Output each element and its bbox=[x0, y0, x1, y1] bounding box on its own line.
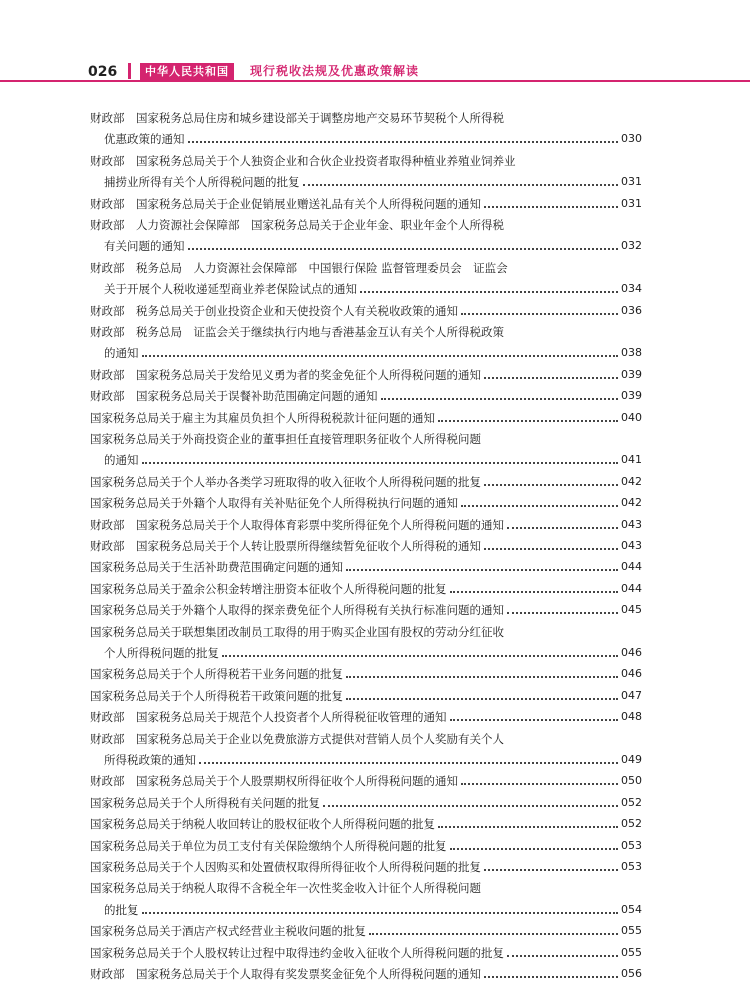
toc-entry-line bbox=[90, 211, 642, 232]
toc-entry-line bbox=[104, 232, 642, 253]
toc-entry-line bbox=[90, 575, 642, 596]
toc-entry-title: 财政部 国家税务总局住房和城乡建设部关于调整房地产交易环节契税个人所得税 bbox=[90, 111, 504, 125]
toc-page-number: 044 bbox=[621, 581, 642, 595]
toc-page-number: 055 bbox=[621, 945, 642, 959]
toc-entry-line bbox=[90, 853, 642, 874]
toc-entry-line bbox=[90, 725, 642, 746]
toc-page-number: 055 bbox=[621, 924, 642, 938]
book-title: 中华人民共和国 bbox=[140, 63, 234, 80]
toc-leader-dots bbox=[450, 718, 619, 721]
toc-entry-title: 捕捞业所得有关个人所得税问题的批复 bbox=[104, 175, 300, 190]
toc-entry-line bbox=[90, 553, 642, 574]
toc-page-number: 044 bbox=[621, 560, 642, 574]
toc-entry-line bbox=[90, 917, 642, 938]
toc-page-number: 052 bbox=[621, 817, 642, 831]
toc-entry-line bbox=[90, 147, 642, 168]
toc-leader-dots bbox=[222, 654, 618, 657]
toc-page-number: 045 bbox=[621, 603, 642, 617]
toc-entry-title: 财政部 国家税务总局关于规范个人投资者个人所得税征收管理的通知 bbox=[90, 710, 447, 725]
toc-leader-dots bbox=[346, 568, 618, 571]
toc-entry-line bbox=[90, 532, 642, 553]
toc-leader-dots bbox=[484, 376, 618, 379]
toc-entry-line bbox=[90, 104, 642, 125]
toc-entry-title: 国家税务总局关于个人因购买和处置债权取得所得征收个人所得税问题的批复 bbox=[90, 860, 481, 874]
toc-entry-title: 所得税政策的通知 bbox=[104, 753, 196, 767]
toc-leader-dots bbox=[346, 697, 618, 700]
toc-page-number: 039 bbox=[621, 367, 642, 381]
toc-page-number: 049 bbox=[621, 753, 642, 766]
toc-entry-title: 国家税务总局关于盈余公积金转增注册资本征收个人所得税问题的批复 bbox=[90, 581, 447, 596]
toc-entry-line bbox=[90, 960, 642, 981]
toc-entry-title: 有关问题的通知 bbox=[104, 239, 185, 254]
toc-entry-line bbox=[104, 639, 642, 660]
toc-entry-line bbox=[104, 446, 642, 467]
toc-entry-title: 财政部 国家税务总局关于企业促销展业赠送礼品有关个人所得税问题的通知 bbox=[90, 196, 481, 211]
toc-page-number: 041 bbox=[621, 453, 642, 467]
toc-entry-title: 的批复 bbox=[104, 902, 139, 917]
toc-leader-dots bbox=[461, 504, 618, 507]
toc-entry-line bbox=[90, 404, 642, 425]
toc-entry-line bbox=[90, 382, 642, 403]
toc-entry-line bbox=[104, 339, 642, 360]
toc-leader-dots bbox=[188, 247, 619, 250]
toc-entry-title: 国家税务总局关于雇主为其雇员负担个人所得税税款计征问题的通知 bbox=[90, 410, 435, 425]
toc-entry-line bbox=[90, 511, 642, 532]
toc-entry-line bbox=[90, 254, 642, 275]
toc-entry-line bbox=[90, 190, 642, 211]
toc-page-number: 048 bbox=[621, 710, 642, 724]
toc-entry-title: 国家税务总局关于外籍个人取得有关补贴征免个人所得税执行问题的通知 bbox=[90, 496, 458, 511]
toc-leader-dots bbox=[369, 932, 618, 935]
toc-entry-line bbox=[90, 468, 642, 489]
toc-leader-dots bbox=[323, 804, 618, 807]
book-subtitle: 现行税收法规及优惠政策解读 bbox=[250, 64, 420, 78]
toc-entry-line bbox=[90, 789, 642, 810]
toc-leader-dots bbox=[461, 312, 618, 315]
toc-leader-dots bbox=[360, 290, 618, 293]
toc-leader-dots bbox=[484, 868, 618, 871]
toc-entry-title: 财政部 国家税务总局关于个人取得体育彩票中奖所得征免个人所得税问题的通知 bbox=[90, 517, 504, 532]
toc-page-number: 050 bbox=[621, 774, 642, 788]
toc-leader-dots bbox=[484, 975, 618, 978]
toc-entry-title: 国家税务总局关于纳税人取得不含税全年一次性奖金收入计征个人所得税问题 bbox=[90, 881, 481, 896]
toc-entry-line bbox=[90, 618, 642, 639]
toc-page-number: 038 bbox=[621, 346, 642, 360]
toc-entry-title: 财政部 国家税务总局关于误餐补助范围确定问题的通知 bbox=[90, 389, 378, 404]
page-number: 026 bbox=[88, 64, 118, 80]
toc-entry-line bbox=[90, 297, 642, 318]
toc-entry-title: 财政部 国家税务总局关于个人独资企业和合伙企业投资者取得种植业养殖业饲养业 bbox=[90, 153, 516, 168]
toc-entry-title: 的通知 bbox=[104, 453, 139, 468]
toc-entry-line bbox=[104, 896, 642, 917]
toc-leader-dots bbox=[450, 590, 619, 593]
toc-entry-line bbox=[104, 746, 642, 767]
toc-page-number: 054 bbox=[621, 902, 642, 916]
toc-entry-line bbox=[90, 596, 642, 617]
toc-page-number: 046 bbox=[621, 667, 642, 681]
toc-entry-line bbox=[90, 489, 642, 510]
toc-entry-line bbox=[90, 832, 642, 853]
toc-leader-dots bbox=[438, 825, 618, 828]
toc-entry-title: 国家税务总局关于个人所得税若干政策问题的批复 bbox=[90, 688, 343, 703]
toc-entry-title: 财政部 国家税务总局关于个人取得有奖发票奖金征免个人所得税问题的通知 bbox=[90, 967, 481, 981]
toc-leader-dots bbox=[142, 911, 619, 914]
toc-entry-title: 财政部 税务总局关于创业投资企业和天使投资个人有关税收政策的通知 bbox=[90, 303, 458, 318]
toc-leader-dots bbox=[199, 761, 618, 764]
toc-entry-line bbox=[90, 361, 642, 382]
toc-leader-dots bbox=[450, 847, 619, 850]
toc-entry-title: 个人所得税问题的批复 bbox=[104, 646, 219, 660]
toc-leader-dots bbox=[484, 547, 618, 550]
toc-page-number: 043 bbox=[621, 517, 642, 531]
toc-entry-line bbox=[90, 425, 642, 446]
toc-entry-line bbox=[90, 682, 642, 703]
toc-leader-dots bbox=[484, 205, 618, 208]
toc-entry-line bbox=[90, 939, 642, 960]
toc-page-number: 042 bbox=[621, 496, 642, 510]
toc-entry-title: 财政部 国家税务总局关于个人股票期权所得征收个人所得税问题的通知 bbox=[90, 774, 458, 789]
toc-entry-title: 财政部 人力资源社会保障部 国家税务总局关于企业年金、职业年金个人所得税 bbox=[90, 218, 504, 232]
toc-entry-line bbox=[90, 703, 642, 724]
toc-entry-line bbox=[90, 767, 642, 788]
toc-entry-title: 优惠政策的通知 bbox=[104, 132, 185, 147]
toc-leader-dots bbox=[142, 354, 619, 357]
toc-entry-title: 国家税务总局关于外商投资企业的董事担任直接管理职务征收个人所得税问题 bbox=[90, 432, 481, 446]
toc-entry-title: 财政部 国家税务总局关于发给见义勇为者的奖金免征个人所得税问题的通知 bbox=[90, 367, 481, 382]
toc-leader-dots bbox=[507, 611, 618, 614]
toc-leader-dots bbox=[381, 397, 619, 400]
toc-page-number: 030 bbox=[621, 132, 642, 146]
toc-entry-title: 国家税务总局关于个人所得税若干业务问题的批复 bbox=[90, 667, 343, 682]
toc-leader-dots bbox=[142, 461, 619, 464]
toc-entry-title: 国家税务总局关于个人所得税有关问题的批复 bbox=[90, 795, 320, 810]
toc-leader-dots bbox=[461, 782, 618, 785]
toc-entry-title: 的通知 bbox=[104, 346, 139, 361]
toc-entry-title: 财政部 国家税务总局关于个人转让股票所得继续暂免征收个人所得税的通知 bbox=[90, 539, 481, 553]
toc-page-number: 031 bbox=[621, 175, 642, 189]
toc-entry-title: 国家税务总局关于个人举办各类学习班取得的收入征收个人所得税问题的批复 bbox=[90, 474, 481, 489]
toc-leader-dots bbox=[188, 140, 619, 143]
toc-entry-line bbox=[90, 660, 642, 681]
toc-page-number: 053 bbox=[621, 838, 642, 852]
toc-page-number: 036 bbox=[621, 303, 642, 317]
toc-leader-dots bbox=[507, 954, 618, 957]
toc-leader-dots bbox=[303, 183, 619, 186]
toc-page-number: 032 bbox=[621, 239, 642, 253]
toc-leader-dots bbox=[484, 483, 618, 486]
toc-entry-line bbox=[104, 275, 642, 296]
toc-entry-line bbox=[90, 874, 642, 895]
toc-entry-title: 财政部 税务总局 人力资源社会保障部 中国银行保险 监督管理委员会 证监会 bbox=[90, 260, 508, 275]
toc-leader-dots bbox=[438, 419, 618, 422]
toc-entry-title: 国家税务总局关于纳税人收回转让的股权征收个人所得税问题的批复 bbox=[90, 817, 435, 832]
toc-entry-title: 国家税务总局关于联想集团改制员工取得的用于购买企业国有股权的劳动分红征收 bbox=[90, 624, 504, 639]
toc-page-number: 043 bbox=[621, 539, 642, 552]
toc-page-number: 031 bbox=[621, 196, 642, 210]
toc-page-number: 056 bbox=[621, 967, 642, 980]
toc-page-number: 039 bbox=[621, 389, 642, 403]
toc-page-number: 052 bbox=[621, 795, 642, 809]
toc-entry-title: 国家税务总局关于生活补助费范围确定问题的通知 bbox=[90, 560, 343, 575]
toc-entry-title: 国家税务总局关于酒店产权式经营业主税收问题的批复 bbox=[90, 924, 366, 939]
toc-leader-dots bbox=[346, 675, 618, 678]
toc-entry-title: 财政部 国家税务总局关于企业以免费旅游方式提供对营销人员个人奖励有关个人 bbox=[90, 731, 504, 746]
toc-entry-title: 国家税务总局关于外籍个人取得的探亲费免征个人所得税有关执行标准问题的通知 bbox=[90, 603, 504, 618]
toc-page-number: 040 bbox=[621, 410, 642, 424]
toc-page-number: 042 bbox=[621, 474, 642, 488]
toc-leader-dots bbox=[507, 526, 618, 529]
toc-entry-line bbox=[90, 318, 642, 339]
toc-page-number: 053 bbox=[621, 860, 642, 873]
toc-entry-title: 国家税务总局关于个人股权转让过程中取得违约金收入征收个人所得税问题的批复 bbox=[90, 945, 504, 960]
toc-entry-line bbox=[90, 810, 642, 831]
toc-page-number: 034 bbox=[621, 282, 642, 296]
toc-entry-title: 关于开展个人税收递延型商业养老保险试点的通知 bbox=[104, 282, 357, 297]
toc-page-number: 047 bbox=[621, 688, 642, 702]
toc-entry-line bbox=[104, 125, 642, 146]
toc-entry-line bbox=[104, 168, 642, 189]
toc-page-number: 046 bbox=[621, 646, 642, 659]
toc-entry-title: 国家税务总局关于单位为员工支付有关保险缴纳个人所得税问题的批复 bbox=[90, 838, 447, 853]
toc-entry-title: 财政部 税务总局 证监会关于继续执行内地与香港基金互认有关个人所得税政策 bbox=[90, 325, 504, 339]
